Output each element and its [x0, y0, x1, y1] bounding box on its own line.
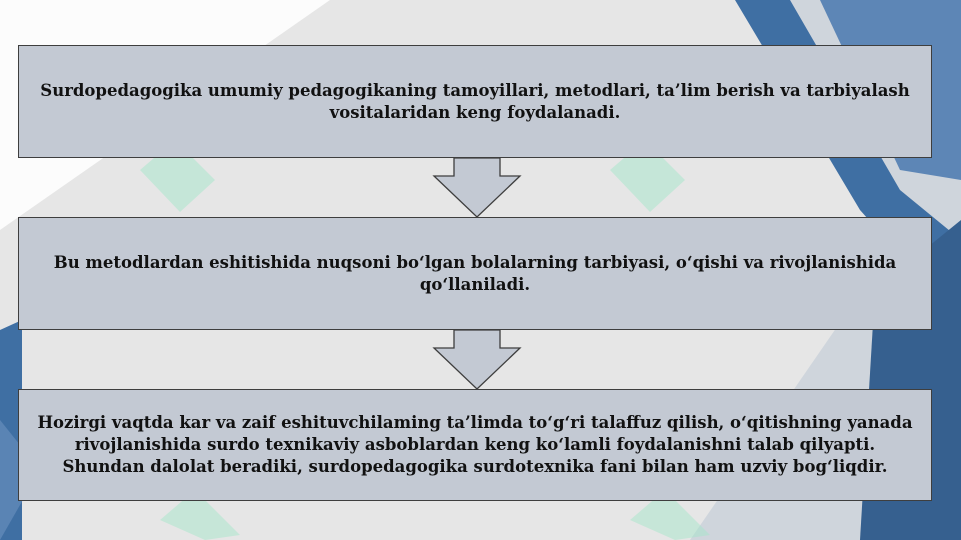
flow-box-3 — [18, 389, 932, 501]
flow-box-1-text: Surdopedagogika umumiy pedagogikaning tamoyillari, metodlari, ta’lim berish va tarbiyalash vositalaridan keng foydalanadi. — [40, 80, 910, 122]
flow-box-1 — [18, 45, 932, 158]
down-arrow-icon — [432, 330, 522, 390]
flow-box-3-text: Hozirgi vaqtda kar va zaif eshituvchilaming ta’limda to‘g‘ri talaffuz qilish, o‘qitishning yanada rivojlanishida surdo texnikaviy asboblardan keng ko‘lamli foydalanishni talab qilyapti. Shundan dalolat beradiki, surdopedagogika surdotexnika fani bilan ham uzviy bog‘liqdir. — [37, 413, 913, 476]
flow-box-2-text: Bu metodlardan eshitishida nuqsoni bo‘lgan bolalarning tarbiyasi, o‘qishi va rivojlanishida qo‘llaniladi. — [53, 252, 897, 294]
down-arrow-icon — [432, 158, 522, 218]
flow-box-2 — [18, 217, 932, 330]
